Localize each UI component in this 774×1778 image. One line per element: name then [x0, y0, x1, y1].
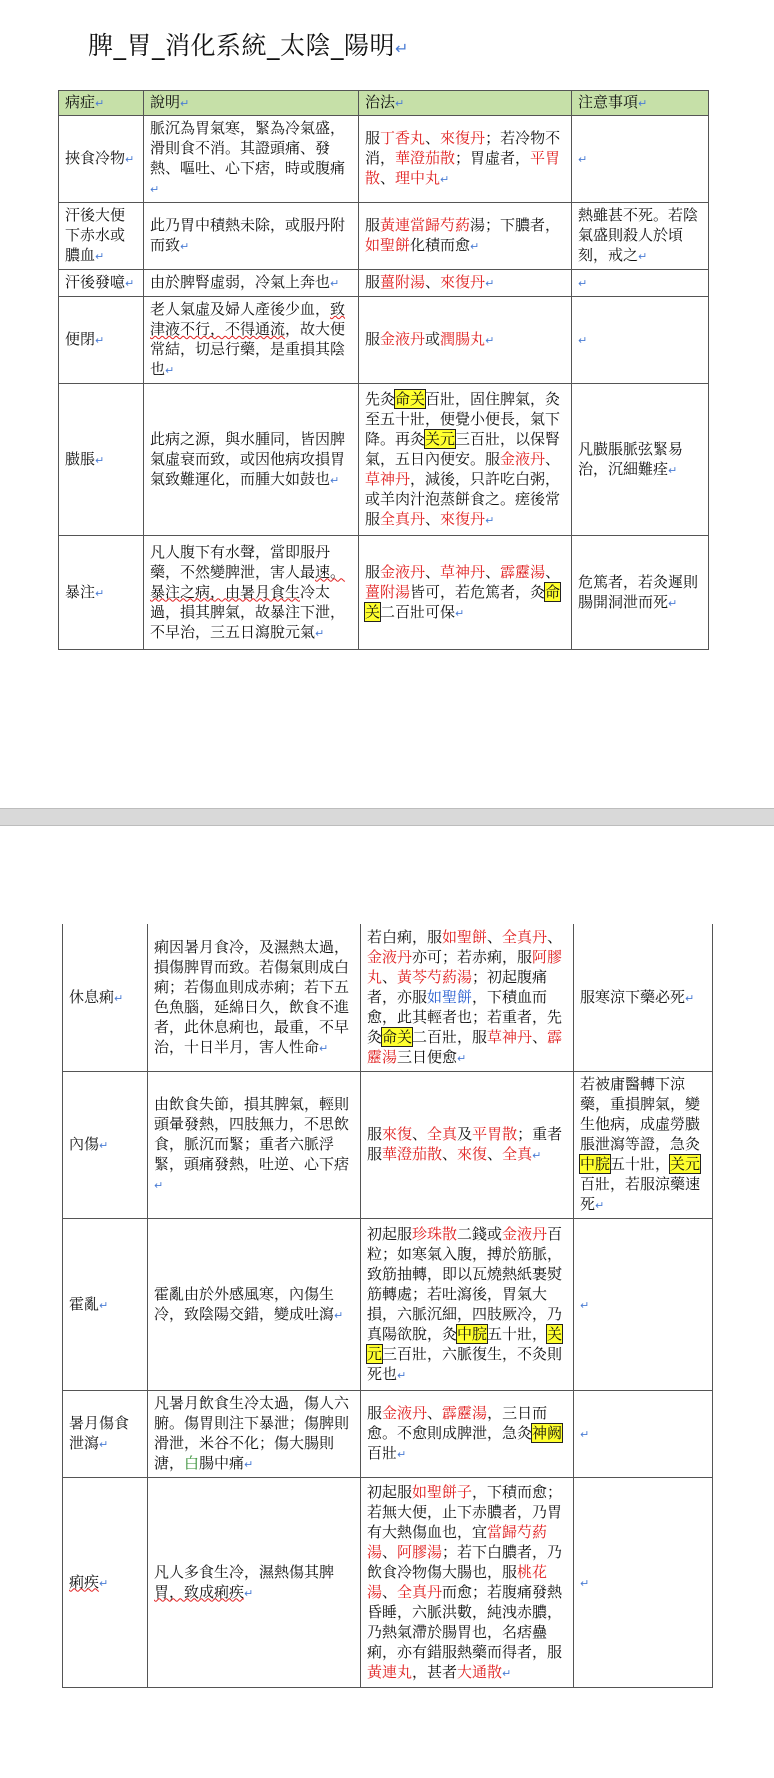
- text-segment: 凡人多食生冷，濕熱傷其脾: [154, 1562, 335, 1581]
- explanation-cell: [148, 1219, 361, 1391]
- table-row: [59, 297, 709, 384]
- page-break-gap: [0, 808, 774, 826]
- remedy-name: 華澄茄散: [395, 149, 456, 167]
- text-segment: 服: [367, 1404, 383, 1422]
- remedy-name: 薑附湯: [365, 582, 411, 601]
- notes-cell: [572, 297, 709, 384]
- remedy-name: 丁香丸: [380, 129, 426, 147]
- text-segment: 服: [365, 273, 381, 291]
- remedy-name: 金液丹: [382, 1404, 428, 1422]
- remedy-name: 金液丹: [500, 449, 546, 468]
- paragraph-mark: ↵: [578, 277, 588, 290]
- text-segment: 、: [532, 1028, 548, 1046]
- paragraph-mark: ↵: [180, 240, 190, 253]
- text-segment: 服: [365, 129, 381, 147]
- paragraph-mark: ↵: [150, 183, 160, 196]
- table-header-row: [59, 91, 709, 116]
- paragraph-mark: ↵: [532, 1149, 542, 1162]
- text-segment: 、: [382, 1582, 398, 1601]
- remedy-name: 理中丸: [395, 169, 441, 187]
- text-segment: 初起服: [367, 1224, 413, 1243]
- remedy-name: 黃連丸: [367, 1662, 413, 1681]
- document-page-1: [0, 0, 774, 808]
- table-row: [59, 384, 709, 536]
- text-segment: 、: [427, 1404, 443, 1422]
- paragraph-mark: ↵: [455, 606, 465, 620]
- text-segment: 及: [457, 1125, 473, 1143]
- disease-name: 暑月傷食泄瀉: [69, 1414, 130, 1452]
- paragraph-mark: ↵: [99, 1576, 109, 1590]
- text-segment: 、: [382, 1542, 398, 1561]
- notes-cell: [574, 1219, 713, 1391]
- notes-cell: [572, 536, 709, 650]
- treatment-cell: [359, 270, 572, 297]
- disease-name: 暴注: [65, 582, 96, 601]
- header-notes: 注意事項↵: [572, 91, 709, 116]
- paragraph-mark: ↵: [319, 1042, 329, 1055]
- text-segment: 由於脾腎虛弱，冷氣上奔也: [150, 273, 331, 291]
- acupoint-highlight: 关元: [670, 1155, 701, 1173]
- paragraph-mark: ↵: [668, 463, 678, 477]
- paragraph-mark: ↵: [330, 277, 340, 290]
- acupoint-highlight: 关元: [367, 1324, 563, 1363]
- disease-name: 臌脹: [65, 449, 96, 468]
- paragraph-mark: ↵: [502, 1666, 512, 1680]
- paragraph-mark: ↵: [685, 992, 695, 1005]
- remedy-name: 霹靂湯: [442, 1404, 488, 1422]
- remedy-name: 草神丹: [487, 1028, 533, 1046]
- remedy-name: 如聖餅子: [412, 1482, 473, 1501]
- header-explanation: 說明↵: [144, 91, 359, 116]
- text-segment: 老人氣虛及婦人產後少血，: [150, 300, 331, 318]
- text-segment: ；胃虛者，: [455, 149, 531, 167]
- disease-cell: [59, 270, 144, 297]
- paragraph-mark: ↵: [395, 39, 409, 58]
- text-segment: 百壯，固住脾氣，灸至五十壯，便覺小便長，氣下降。再灸: [365, 389, 561, 448]
- remedy-name: 金液丹: [502, 1224, 548, 1243]
- remedy-name: 金液丹: [380, 562, 426, 581]
- text-segment: ；若冷物不消，: [365, 129, 561, 167]
- text-segment: 、: [382, 968, 398, 986]
- notes-cell: [572, 270, 709, 297]
- explanation-cell: [144, 384, 359, 536]
- paragraph-mark: ↵: [334, 1308, 344, 1322]
- disease-cell: [63, 1478, 148, 1688]
- flagged-text: 胃，致成痢疾: [154, 1582, 245, 1601]
- explanation-cell: [144, 270, 359, 297]
- text-segment: 、: [425, 129, 441, 147]
- text-segment: 凡臌脹脈弦緊易治，沉細難痊: [578, 439, 684, 478]
- remedy-name: 來復丹: [440, 273, 486, 291]
- text-segment: 服: [367, 1125, 383, 1143]
- text-segment: 百壯，若服涼藥速死: [580, 1175, 701, 1213]
- text-segment: 二百壯可保: [380, 602, 456, 621]
- paragraph-mark: ↵: [165, 364, 175, 377]
- paragraph-mark: ↵: [638, 250, 648, 263]
- text-segment: 、: [487, 928, 503, 946]
- notes-cell: [574, 1478, 713, 1688]
- table-row: [59, 270, 709, 297]
- remedy-name: 全真: [427, 1125, 458, 1143]
- remedy-name: 金液丹: [367, 948, 413, 966]
- explanation-cell: [148, 1391, 361, 1478]
- treatment-cell: [361, 1219, 574, 1391]
- text-segment: 三百壯，六脈復生，不灸則死也: [367, 1344, 563, 1383]
- notes-cell: [572, 384, 709, 536]
- remedy-name: 金液丹: [380, 330, 426, 348]
- remedy-name: 阿膠湯: [397, 1542, 443, 1561]
- symptom-table-page-2: [62, 924, 713, 1688]
- remedy-name: 桃花湯: [367, 1562, 548, 1601]
- remedy-name: 全真: [502, 1145, 533, 1163]
- text-segment: ，故大便常結，切忌行藥，是重損其陰也: [150, 320, 346, 378]
- text-segment: 亦可；若赤痢，服: [412, 948, 533, 966]
- text-segment: 腸中痛: [199, 1454, 245, 1472]
- disease-cell: [59, 384, 144, 536]
- paragraph-mark: ↵: [244, 1458, 254, 1471]
- paragraph-mark: ↵: [95, 586, 105, 600]
- paragraph-mark: ↵: [99, 1298, 109, 1312]
- text-segment: ，甚者: [412, 1662, 458, 1681]
- disease-name: 休息痢: [69, 988, 115, 1006]
- text-segment: 先灸: [365, 389, 396, 408]
- remedy-name: 黃芩芍葯湯: [397, 968, 473, 986]
- text-segment: 霍亂由於外感風寒，內傷生冷，致陰陽交錯，變成吐瀉: [154, 1284, 335, 1323]
- text-segment: ；若下白膿者，乃飲食冷物傷大腸也，服: [367, 1542, 563, 1581]
- paragraph-mark: ↵: [244, 1586, 254, 1600]
- table-row: [59, 536, 709, 650]
- paragraph-mark: ↵: [114, 992, 124, 1005]
- disease-name: 汗後大便下赤水或膿血: [65, 206, 126, 264]
- notes-cell: [574, 925, 713, 1072]
- text-segment: 或: [425, 330, 441, 348]
- disease-name: 霍亂: [69, 1294, 100, 1313]
- remedy-name: 大通散: [457, 1662, 503, 1681]
- header-disease: 病症↵: [59, 91, 144, 116]
- paragraph-mark: ↵: [580, 1428, 590, 1441]
- paragraph-mark: ↵: [315, 626, 325, 640]
- paragraph-mark: ↵: [95, 453, 105, 467]
- treatment-cell: [361, 1478, 574, 1688]
- text-segment: ；初起腹痛者，亦服: [367, 968, 548, 1006]
- text-segment: 初起服: [367, 1482, 413, 1501]
- document-page-2: [0, 826, 774, 1778]
- remedy-name: 如聖餅: [442, 928, 488, 946]
- text-segment: 服: [365, 330, 381, 348]
- paragraph-mark: ↵: [125, 153, 135, 166]
- remedy-name: 草神丹: [365, 469, 411, 488]
- remedy-name: 草神丹: [440, 562, 486, 581]
- text-segment: 、: [425, 273, 441, 291]
- text-segment: 若白痢，服: [367, 928, 443, 946]
- disease-name: 便閉: [65, 330, 96, 348]
- header-treatment: 治法↵: [359, 91, 572, 116]
- acupoint-highlight: 中脘: [457, 1324, 488, 1343]
- table-row: [59, 203, 709, 270]
- text-segment: 湯；下膿者，: [470, 216, 561, 234]
- paragraph-mark: ↵: [595, 1199, 605, 1212]
- paragraph-mark: ↵: [457, 1052, 467, 1065]
- remedy-name: 平胃散: [365, 149, 561, 187]
- text-segment: 、: [485, 562, 501, 581]
- text-segment: ，下積而愈；若無大便，止下赤膿者，乃胃有大熱傷血也，宜: [367, 1482, 563, 1541]
- remedy-name: 全真丹: [380, 509, 426, 528]
- disease-name: 痢疾: [69, 1572, 100, 1591]
- acupoint-highlight: 命关: [365, 582, 561, 621]
- remedy-name: 黃連當歸芍葯: [380, 216, 471, 234]
- explanation-cell: [144, 297, 359, 384]
- notes-cell: [572, 116, 709, 203]
- remedy-name: 霹靂湯: [500, 562, 546, 581]
- text-segment: 、: [545, 449, 561, 468]
- table-row: [63, 1072, 713, 1219]
- table-row: [59, 116, 709, 203]
- acupoint-highlight: 神阙: [532, 1424, 563, 1442]
- text-segment: 皆可，若危篤者，灸: [410, 582, 546, 601]
- text-segment: 、: [545, 562, 561, 581]
- paragraph-mark: ↵: [95, 250, 105, 263]
- remedy-name: 阿膠丸: [367, 948, 563, 986]
- disease-name: 內傷: [69, 1135, 100, 1153]
- text-segment: 脈沉為胃氣寒，緊為冷氣盛，滑則食不消。其證頭痛、發熱、嘔吐、心下痞，時或腹痛: [150, 119, 346, 177]
- notes-cell: [574, 1391, 713, 1478]
- disease-name: 挾食冷物: [65, 149, 126, 167]
- table-row: [63, 1219, 713, 1391]
- remedy-name: 當歸芍葯湯: [367, 1522, 548, 1561]
- text-segment: 服寒涼下藥必死: [580, 988, 686, 1006]
- text-segment: 、: [380, 169, 396, 187]
- explanation-cell: [148, 925, 361, 1072]
- acupoint-highlight: 命关: [395, 389, 426, 408]
- text-segment: 而愈；若腹痛發熱昏睡，六脈洪數，純洩赤膿，乃熱氣滯於腸胃也，名痞蠱痢，亦有錯服熱藥而得者，服: [367, 1582, 563, 1661]
- text-segment: 凡人腹下有水聲，當即服丹藥，不然變脾泄，害人最: [150, 542, 331, 581]
- paragraph-mark: ↵: [485, 513, 495, 527]
- text-segment: 、: [412, 1125, 428, 1143]
- title-text: 脾_胃_消化系統_太陰_陽明: [88, 31, 396, 60]
- text-segment: 、: [487, 1145, 503, 1163]
- remedy-name: 平胃散: [472, 1125, 518, 1143]
- table-row: [63, 1478, 713, 1688]
- text-segment: 三百壯，以保腎氣，五日內便安。服: [365, 429, 561, 468]
- paragraph-mark: ↵: [470, 240, 480, 253]
- text-segment: ，三日而愈。不愈則成脾泄，急灸: [367, 1404, 548, 1442]
- notes-cell: [574, 1072, 713, 1219]
- acupoint-highlight: 关元: [425, 429, 456, 448]
- text-segment: 凡暑月飲食生冷太過，傷人六腑。傷胃則注下暴泄；傷脾則滑泄，米谷不化；傷大腸則溏，: [154, 1394, 350, 1472]
- remedy-name: 珍珠散: [412, 1224, 458, 1243]
- paragraph-mark: ↵: [397, 1368, 407, 1382]
- paragraph-mark: ↵: [578, 153, 588, 166]
- text-segment: 此乃胃中積熱未除，或服丹附而致: [150, 216, 346, 254]
- text-segment: 白: [184, 1454, 200, 1472]
- paragraph-mark: ↵: [330, 473, 340, 487]
- disease-cell: [63, 1072, 148, 1219]
- explanation-cell: [144, 203, 359, 270]
- table-row: [63, 1391, 713, 1478]
- text-segment: 二百壯，服: [412, 1028, 488, 1046]
- text-segment: 五十壯，: [487, 1324, 548, 1343]
- symptom-table-page-1: [58, 90, 709, 650]
- remedy-name: 來復丹: [440, 509, 486, 528]
- text-segment: 化積而愈: [410, 236, 471, 254]
- paragraph-mark: ↵: [154, 1179, 164, 1192]
- text-segment: 熱雖甚不死。若陰氣盛則殺人於頃刻，戒之: [578, 206, 699, 264]
- disease-cell: [63, 1219, 148, 1391]
- remedy-name: 來復: [457, 1145, 488, 1163]
- text-segment: 、: [547, 928, 563, 946]
- paragraph-mark: ↵: [95, 334, 105, 347]
- remedy-name: 如聖餅: [427, 988, 473, 1006]
- explanation-cell: [144, 116, 359, 203]
- text-segment: 、: [425, 509, 441, 528]
- text-segment: 、: [425, 562, 441, 581]
- treatment-cell: [359, 297, 572, 384]
- text-segment: 百壯: [367, 1444, 398, 1462]
- disease-cell: [63, 925, 148, 1072]
- text-segment: 服: [365, 216, 381, 234]
- text-segment: 服: [365, 562, 381, 581]
- treatment-cell: [361, 1072, 574, 1219]
- paragraph-mark: ↵: [125, 277, 135, 290]
- disease-cell: [59, 116, 144, 203]
- remedy-name: 潤腸丸: [440, 330, 486, 348]
- remedy-name: 全真丹: [397, 1582, 443, 1601]
- text-segment: 痢因暑月食冷，及濕熱太過，損傷脾胃而致。若傷氣則成白痢；若傷血則成赤痢；若下五色魚腦，延綿日久，飲食不進者，此休息痢也，最重，不早治，十日半月，害人性命: [154, 938, 350, 1056]
- disease-name: 汗後發噫: [65, 273, 126, 291]
- text-segment: ，下積血而愈，此其輕者也；若重者，先灸: [367, 988, 563, 1046]
- disease-cell: [63, 1391, 148, 1478]
- paragraph-mark: ↵: [485, 277, 495, 290]
- disease-cell: [59, 203, 144, 270]
- text-segment: 三日便愈: [397, 1048, 458, 1066]
- remedy-name: 如聖餅: [365, 236, 411, 254]
- text-segment: 若被庸醫轉下涼藥，重損脾氣，變生他病，成虛勞臌脹泄瀉等證，急灸: [580, 1075, 701, 1153]
- treatment-cell: [361, 1391, 574, 1478]
- disease-cell: [59, 297, 144, 384]
- treatment-cell: [359, 536, 572, 650]
- flagged-text: 速。暴注之病，由暑月食生: [150, 562, 346, 601]
- text-segment: 、: [442, 1145, 458, 1163]
- text-segment: 由飲食失節，損其脾氣，輕則頭暈發熱，四肢無力，不思飲食，脈沉而緊；重者六脈浮緊，頭痛發熱，吐逆、心下痞: [154, 1095, 350, 1173]
- notes-cell: [572, 203, 709, 270]
- text-segment: 百粒；如寒氣入腹，搏於筋脈，致筋抽轉，即以瓦燒熱紙裹熨筋轉處；若吐瀉後，胃氣大損，六脈沉細，四肢厥冷，乃真陽欲脫，灸: [367, 1224, 563, 1343]
- remedy-name: 霹靂湯: [367, 1028, 563, 1066]
- flagged-text: 致津液不行，不得通流: [150, 300, 346, 338]
- remedy-name: 全真丹: [502, 928, 548, 946]
- treatment-cell: [361, 925, 574, 1072]
- acupoint-highlight: 命关: [382, 1028, 413, 1046]
- paragraph-mark: ↵: [578, 334, 588, 347]
- remedy-name: 華澄茄散: [382, 1145, 443, 1163]
- acupoint-highlight: 中脘: [580, 1155, 611, 1173]
- document-title: [88, 26, 409, 62]
- explanation-cell: [148, 1072, 361, 1219]
- remedy-name: 來復丹: [440, 129, 486, 147]
- text-segment: ，減後，只許吃白粥，或羊肉汁泡蒸餅食之。瘥後常服: [365, 469, 561, 528]
- text-segment: 危篤者，若灸遲則腸開洞泄而死: [578, 572, 699, 611]
- explanation-cell: [148, 1478, 361, 1688]
- remedy-name: 來復: [382, 1125, 413, 1143]
- paragraph-mark: ↵: [580, 1298, 590, 1312]
- paragraph-mark: ↵: [99, 1438, 109, 1451]
- text-segment: 五十壯，: [610, 1155, 671, 1173]
- paragraph-mark: ↵: [668, 596, 678, 610]
- table-row: [63, 925, 713, 1072]
- text-segment: 二錢或: [457, 1224, 503, 1243]
- paragraph-mark: ↵: [397, 1448, 407, 1461]
- paragraph-mark: ↵: [485, 334, 495, 347]
- text-segment: 此病之源，與水腫同，皆因脾氣虛衰而致，或因他病攻損胃氣致難運化，而腫大如鼓也: [150, 429, 346, 488]
- paragraph-mark: ↵: [99, 1139, 109, 1152]
- treatment-cell: [359, 203, 572, 270]
- disease-cell: [59, 536, 144, 650]
- remedy-name: 薑附湯: [380, 273, 426, 291]
- paragraph-mark: ↵: [580, 1576, 590, 1590]
- explanation-cell: [144, 536, 359, 650]
- text-segment: ；重者服: [367, 1125, 563, 1163]
- treatment-cell: [359, 384, 572, 536]
- paragraph-mark: ↵: [440, 173, 450, 186]
- text-segment: 冷太過，損其脾氣，故暴注下泄，不早治，三五日瀉脫元氣: [150, 582, 346, 641]
- treatment-cell: [359, 116, 572, 203]
